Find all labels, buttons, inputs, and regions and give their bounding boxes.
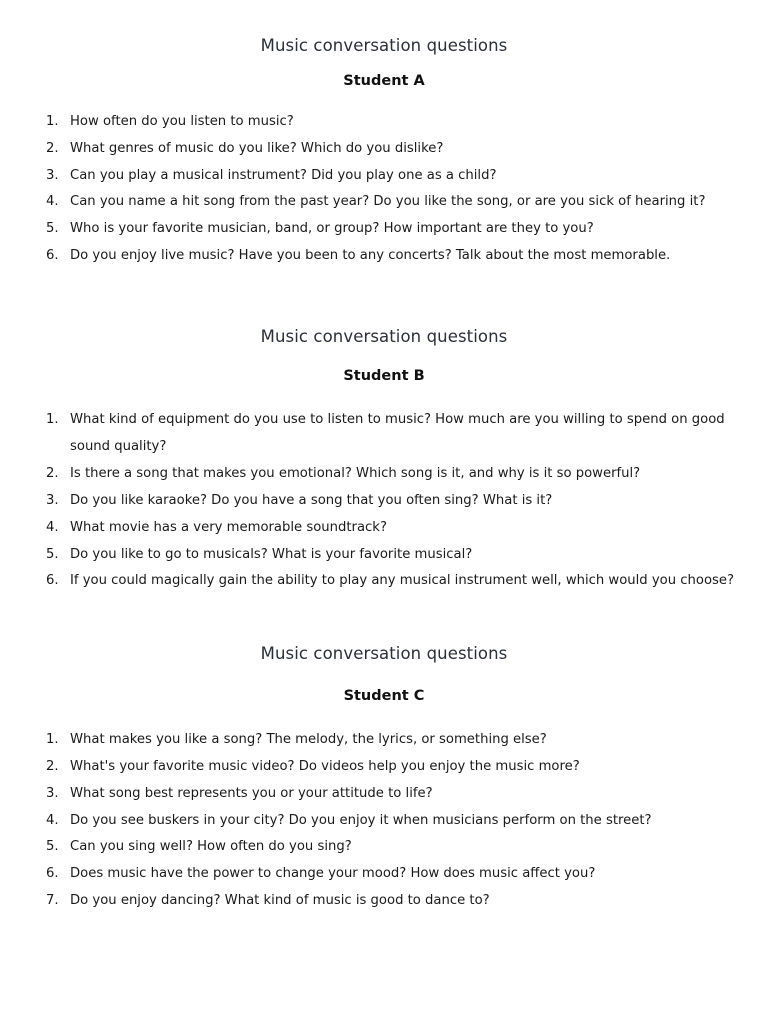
question-text: Do you enjoy dancing? What kind of music is good to dance to? [70, 893, 490, 908]
list-number: 6. [46, 248, 59, 263]
list-number: 2. [46, 141, 59, 156]
question-text: What song best represents you or your attitude to life? [70, 786, 433, 801]
list-number: 4. [46, 520, 59, 535]
question-text: Can you sing well? How often do you sing? [70, 839, 352, 854]
list-number: 1. [46, 732, 59, 747]
student-b-heading: Student B [343, 368, 425, 384]
question-text: What kind of equipment do you use to listen to music? How much are you willing to spend on good sound quality? [70, 412, 725, 454]
question-text: Can you play a musical instrument? Did you play one as a child? [70, 168, 497, 183]
list-number: 7. [46, 893, 59, 908]
list-number: 3. [46, 786, 59, 801]
list-number: 5. [46, 839, 59, 854]
question-text: Is there a song that makes you emotional? Which song is it, and why is it so powerful? [70, 466, 641, 481]
list-number: 2. [46, 466, 59, 481]
question-text: Do you like to go to musicals? What is your favorite musical? [70, 547, 473, 562]
student-a-heading: Student A [343, 73, 425, 89]
question-text: What makes you like a song? The melody, the lyrics, or something else? [70, 732, 547, 747]
question-text: What's your favorite music video? Do videos help you enjoy the music more? [70, 759, 580, 774]
question-text: Do you enjoy live music? Have you been to any concerts? Talk about the most memorable. [70, 248, 671, 263]
list-number: 3. [46, 493, 59, 508]
question-text: Does music have the power to change your mood? How does music affect you? [70, 866, 596, 881]
question-text: Do you like karaoke? Do you have a song that you often sing? What is it? [70, 493, 553, 508]
question-text: If you could magically gain the ability to play any musical instrument well, which would you choose? [70, 573, 735, 588]
list-number: 6. [46, 866, 59, 881]
list-number: 5. [46, 221, 59, 236]
list-number: 2. [46, 759, 59, 774]
list-number: 5. [46, 547, 59, 562]
question-text: Who is your favorite musician, band, or group? How important are they to you? [70, 221, 594, 236]
list-number: 4. [46, 813, 59, 828]
list-number: 1. [46, 412, 59, 427]
list-number: 6. [46, 573, 59, 588]
question-text: Do you see buskers in your city? Do you enjoy it when musicians perform on the street? [70, 813, 652, 828]
question-text: Can you name a hit song from the past year? Do you like the song, or are you sick of hearing it? [70, 194, 706, 209]
question-text: What movie has a very memorable soundtrack? [70, 520, 387, 535]
list-number: 3. [46, 168, 59, 183]
student-c-heading: Student C [343, 688, 425, 704]
list-number: 4. [46, 194, 59, 209]
section-c-title: Music conversation questions [260, 644, 508, 663]
list-number: 1. [46, 114, 59, 129]
section-a-title: Music conversation questions [260, 36, 508, 55]
question-text: How often do you listen to music? [70, 114, 294, 129]
section-b-title: Music conversation questions [260, 327, 508, 346]
question-text: What genres of music do you like? Which do you dislike? [70, 141, 444, 156]
